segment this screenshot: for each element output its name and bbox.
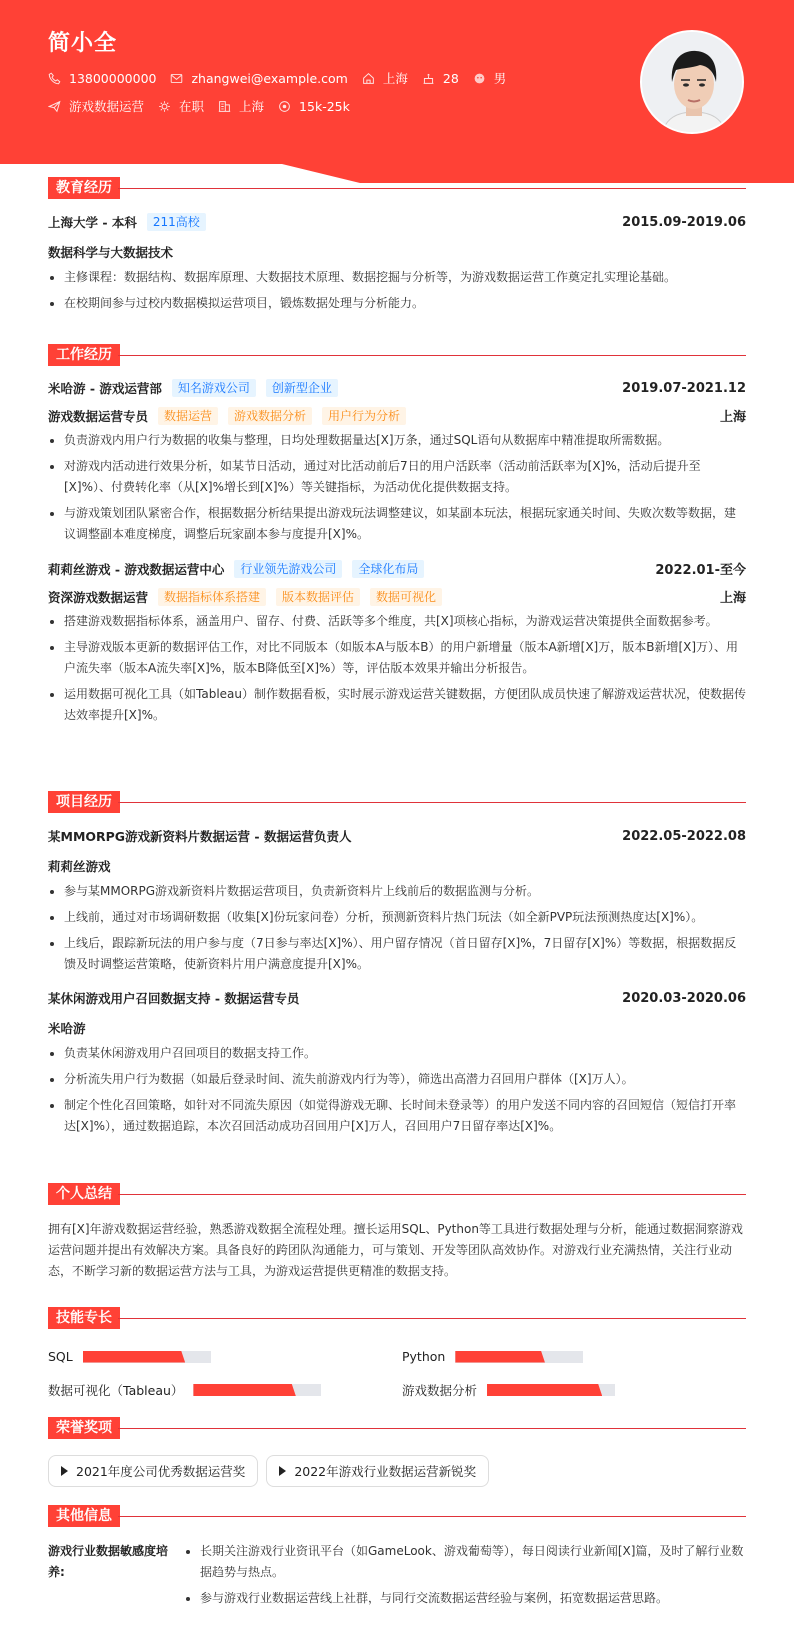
section-divider	[118, 1516, 746, 1517]
company-name: 莉莉丝游戏 - 游戏数据运营中心	[48, 561, 225, 577]
other-label: 游戏行业数据敏感度培养:	[48, 1544, 169, 1579]
skill-tag: 数据运营	[158, 407, 218, 425]
education-section	[48, 177, 746, 314]
skill-item	[48, 1381, 321, 1399]
project-name: 某休闲游戏用户召回数据支持 - 数据运营专员	[48, 991, 300, 1006]
project-name: 某MMORPG游戏新资料片数据运营 - 数据运营负责人	[48, 829, 352, 844]
skill-tag: 版本数据评估	[276, 588, 360, 606]
age-item	[422, 71, 459, 86]
position-row	[48, 406, 746, 425]
awards-section	[48, 1417, 746, 1487]
company-name: 米哈游 - 游戏运营部	[48, 381, 162, 396]
skill-bar-fill	[83, 1351, 185, 1363]
list-item: 分析流失用户行为数据（如最后登录时间、流失前游戏内行为等），筛选出高潜力召回用户群体（[X]万人）。	[48, 1069, 746, 1090]
list-item: 上线前，通过对市场调研数据（收集[X]份玩家问卷）分析，预测新资料片热门玩法（如全新PVP玩法预测热度达[X]%）。	[48, 907, 746, 928]
skill-bar-fill	[193, 1384, 295, 1396]
award-name: 2022年游戏行业数据运营新锐奖	[294, 1464, 477, 1479]
list-item: 运用数据可视化工具（如Tableau）制作数据看板，实时展示游戏运营关键数据，方便团队成员快速了解游戏运营状况，使数据传达效率提升[X]%。	[48, 684, 746, 726]
project-bullets	[48, 881, 746, 975]
section-header	[48, 1505, 746, 1527]
list-item: 长期关注游戏行业资讯平台（如GameLook、游戏葡萄等），每日阅读行业新闻[X]篇，及时了解行业数据趋势与热点。	[184, 1541, 746, 1583]
work-bullets	[48, 611, 746, 726]
send-icon	[48, 100, 61, 113]
gender-icon	[473, 72, 486, 85]
section-header	[48, 344, 746, 366]
section-header	[48, 1183, 746, 1205]
list-item: 对游戏内活动进行效果分析，如某节日活动，通过对比活动前后7日的用户活跃率（活动前活跃率为[X]%，活动后提升至[X]%）、付费转化率（从[X]%增长到[X]%）等关键指标，为活动优化提供数据支持。	[48, 456, 746, 498]
triangle-right-icon	[61, 1466, 68, 1476]
job-status-item	[158, 97, 204, 115]
school-name: 上海大学 - 本科	[48, 215, 137, 230]
other-section	[48, 1505, 746, 1609]
work-entry-header	[48, 559, 746, 578]
target-city-item	[218, 97, 264, 115]
skill-tag: 数据指标体系搭建	[158, 588, 266, 606]
section-header	[48, 177, 746, 199]
skill-item	[402, 1381, 615, 1399]
list-item: 搭建游戏数据指标体系，涵盖用户、留存、付费、活跃等多个维度，共[X]项核心指标，为游戏运营决策提供全面数据参考。	[48, 611, 746, 632]
list-item: 在校期间参与过校内数据模拟运营项目，锻炼数据处理与分析能力。	[48, 293, 746, 314]
skill-name: 数据可视化（Tableau）	[48, 1383, 184, 1398]
skill-bar	[455, 1351, 583, 1363]
list-item: 负责某休闲游戏用户召回项目的数据支持工作。	[48, 1043, 746, 1064]
projects-section	[48, 791, 746, 1137]
major: 数据科学与大数据技术	[48, 245, 174, 260]
triangle-right-icon	[279, 1466, 286, 1476]
work-location: 上海	[719, 591, 746, 606]
skill-bar	[83, 1351, 211, 1363]
contact-row	[48, 69, 520, 87]
company-tag: 创新型企业	[266, 379, 338, 397]
position-row	[48, 587, 746, 606]
section-title: 个人总结	[48, 1183, 120, 1205]
company-tag: 知名游戏公司	[172, 379, 256, 397]
position-title: 资深游戏数据运营	[48, 589, 149, 605]
profile-photo	[642, 32, 744, 134]
work-section	[48, 344, 746, 726]
salary-icon	[278, 100, 291, 113]
list-item: 制定个性化召回策略，如针对不同流失原因（如觉得游戏无聊、长时间未登录等）的用户发送不同内容的召回短信（短信打开率达[X]%），通过数据追踪，本次召回活动成功召回用户[X]万人，召回用户7日留存率达[X]%。	[48, 1095, 746, 1137]
skill-bar	[193, 1384, 321, 1396]
gender: 男	[493, 71, 507, 86]
phone-icon	[48, 72, 61, 85]
section-title: 其他信息	[48, 1505, 120, 1527]
target-position: 游戏数据运营	[69, 99, 145, 114]
school-tag: 211高校	[147, 213, 206, 231]
section-divider	[118, 1194, 746, 1195]
section-header	[48, 791, 746, 813]
education-date: 2015.09-2019.06	[622, 214, 746, 230]
skill-name: Python	[402, 1349, 446, 1364]
project-date: 2022.05-2022.08	[622, 828, 746, 844]
list-item: 参与游戏行业数据运营线上社群，与同行交流数据运营经验与案例，拓宽数据运营思路。	[184, 1588, 746, 1609]
section-title: 工作经历	[48, 344, 120, 366]
work-entry-header	[48, 379, 746, 397]
age-icon	[422, 72, 435, 85]
project-org: 莉莉丝游戏	[48, 859, 111, 874]
work-date: 2022.01-至今	[655, 563, 746, 578]
home-icon	[362, 72, 375, 85]
section-divider	[118, 355, 746, 356]
salary-item	[278, 99, 350, 114]
project-date: 2020.03-2020.06	[622, 990, 746, 1006]
phone-number: 13800000000	[69, 70, 157, 86]
award-name: 2021年度公司优秀数据运营奖	[76, 1464, 246, 1479]
summary-section	[48, 1183, 746, 1282]
list-item: 主修课程：数据结构、数据库原理、大数据技术原理、数据挖掘与分析等，为游戏数据运营工作奠定扎实理论基础。	[48, 267, 746, 288]
education-entry-header	[48, 213, 746, 231]
award-item	[266, 1455, 489, 1487]
candidate-name: 简小全	[48, 31, 118, 56]
skill-item	[402, 1349, 583, 1364]
status-icon	[158, 100, 171, 113]
target-position-item	[48, 97, 144, 115]
other-bullets	[184, 1536, 746, 1609]
project-entry-header	[48, 827, 746, 845]
mail-icon	[170, 72, 183, 85]
work-bullets	[48, 430, 746, 545]
section-title: 教育经历	[48, 177, 120, 199]
resume-header	[0, 0, 794, 183]
phone-item	[48, 71, 156, 86]
gender-item	[473, 69, 507, 87]
section-divider	[118, 188, 746, 189]
age: 28	[442, 70, 459, 86]
section-divider	[118, 802, 746, 803]
section-title: 技能专长	[48, 1307, 120, 1329]
education-bullets	[48, 267, 746, 314]
skills-grid	[48, 1329, 746, 1399]
job-intent-row	[48, 97, 364, 115]
skill-item	[48, 1349, 211, 1364]
skill-name: SQL	[48, 1349, 73, 1364]
skills-section	[48, 1307, 746, 1399]
summary-text: 拥有[X]年游戏数据运营经验，熟悉游戏数据全流程处理。擅长运用SQL、Python等工具进行数据处理与分析，能通过数据洞察游戏运营问题并提出有效解决方案。具备良好的跨团队沟通能力，可与策划、开发等团队高效协作。对游戏行业充满热情，关注行业动态，不断学习新的数据运营方法与工具，为游戏运营提供更精准的数据支持。	[48, 1222, 743, 1278]
list-item: 与游戏策划团队紧密合作，根据数据分析结果提出游戏玩法调整建议，如某副本玩法，根据玩家通关时间、失败次数等数据，建议调整副本难度梯度，调整后玩家副本参与度提升[X]%。	[48, 503, 746, 545]
city: 上海	[382, 71, 408, 86]
skill-bar-fill	[455, 1351, 545, 1363]
email-item	[170, 71, 347, 86]
section-header	[48, 1417, 746, 1439]
project-org: 米哈游	[48, 1021, 86, 1036]
section-divider	[118, 1318, 746, 1319]
skill-name: 游戏数据分析	[402, 1383, 478, 1398]
section-divider	[118, 1428, 746, 1429]
list-item: 负责游戏内用户行为数据的收集与整理，日均处理数据量达[X]万条，通过SQL语句从数据库中精准提取所需数据。	[48, 430, 746, 451]
expected-salary: 15k-25k	[299, 98, 350, 114]
company-tag: 全球化布局	[352, 560, 424, 578]
work-location: 上海	[719, 410, 746, 425]
skill-tag: 数据可视化	[370, 588, 442, 606]
list-item: 主导游戏版本更新的数据评估工作，对比不同版本（如版本A与版本B）的用户新增量（版本A新增[X]万，版本B新增[X]万）、用户流失率（版本A流失率[X]%，版本B降低至[X]%）等，评估版本效果并输出分析报告。	[48, 637, 746, 679]
section-header	[48, 1307, 746, 1329]
section-title: 荣誉奖项	[48, 1417, 120, 1439]
position-title: 游戏数据运营专员	[48, 408, 149, 424]
avatar	[640, 30, 744, 134]
work-date: 2019.07-2021.12	[622, 380, 746, 396]
award-item	[48, 1455, 258, 1487]
project-bullets	[48, 1043, 746, 1137]
skill-bar-fill	[487, 1384, 602, 1396]
section-title: 项目经历	[48, 791, 120, 813]
company-tag: 行业领先游戏公司	[234, 560, 342, 578]
list-item: 上线后，跟踪新玩法的用户参与度（7日参与率达[X]%）、用户留存情况（首日留存[X]%，7日留存[X]%）等数据，根据数据反馈及时调整运营策略，使新资料片用户满意度提升[X]%。	[48, 933, 746, 975]
job-status: 在职	[179, 99, 205, 114]
other-entry	[48, 1536, 746, 1609]
email-address: zhangwei@example.com	[191, 70, 348, 86]
city-item	[362, 69, 408, 87]
awards-list	[48, 1455, 746, 1487]
skill-tag: 用户行为分析	[322, 407, 406, 425]
project-entry-header	[48, 989, 746, 1007]
skill-tag: 游戏数据分析	[228, 407, 312, 425]
building-icon	[218, 100, 231, 113]
list-item: 参与某MMORPG游戏新资料片数据运营项目，负责新资料片上线前后的数据监测与分析。	[48, 881, 746, 902]
skill-bar	[487, 1384, 615, 1396]
target-city: 上海	[239, 99, 265, 114]
